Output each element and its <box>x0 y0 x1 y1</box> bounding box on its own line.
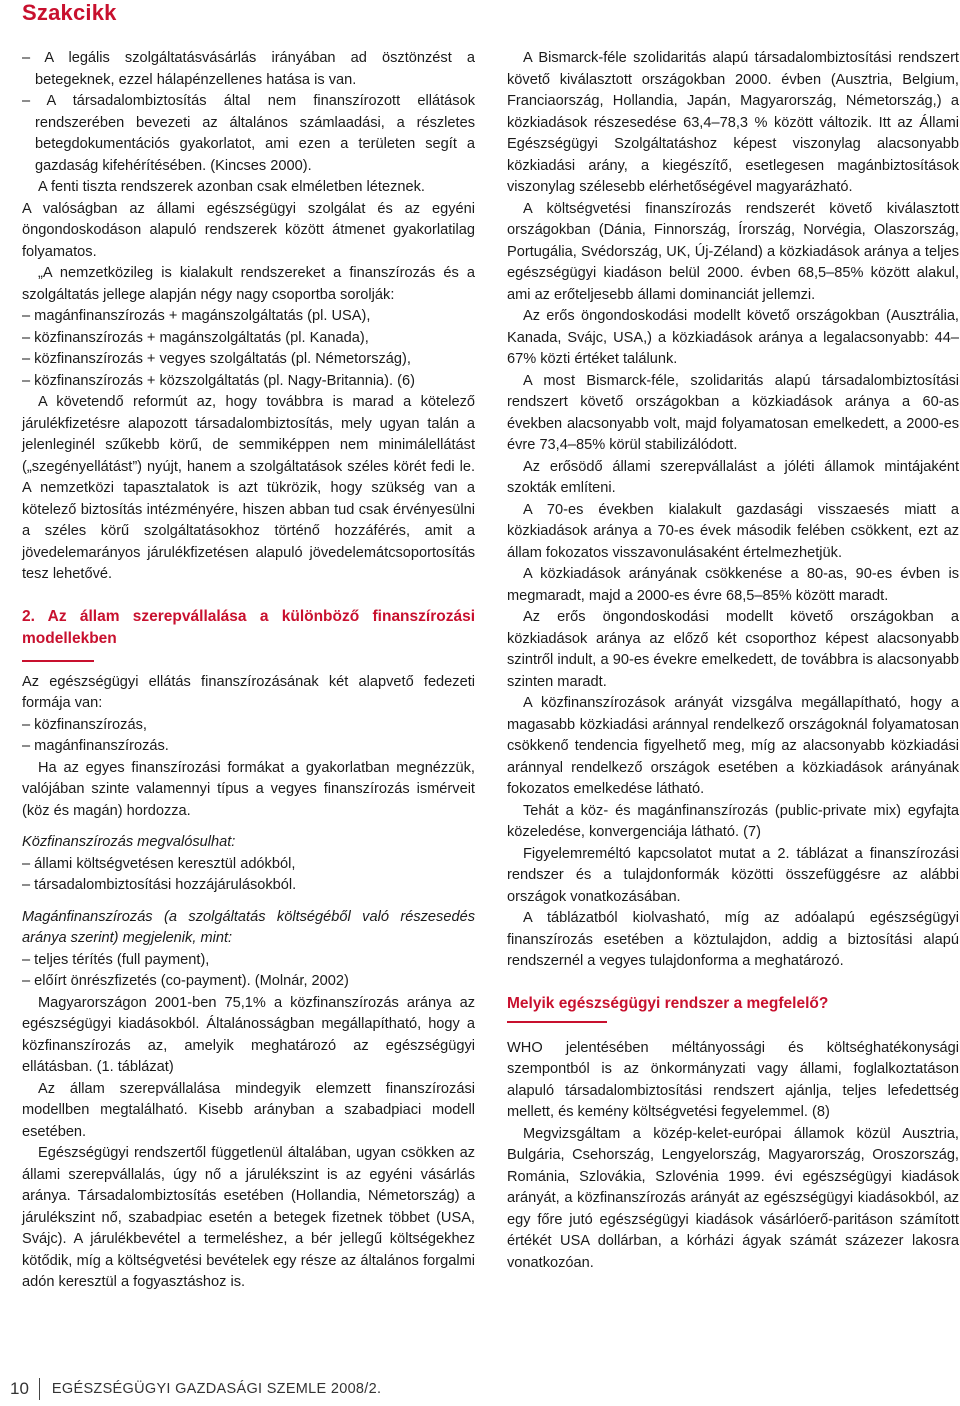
subheading: Közfinanszírozás megvalósulhat: <box>22 834 236 850</box>
paragraph: Az erősödő állami szerepvállalást a jóléti államok mintájaként szokták említeni. <box>507 458 959 496</box>
magazine-title: EGÉSZSÉGÜGYI GAZDASÁGI SZEMLE 2008/2. <box>51 1381 382 1397</box>
paragraph: A valóságban az állami egészségügyi szolgálat és az egyéni öngondoskodáson alapuló rendszerek között átmenet gyakorlatilag folyamatos. <box>22 200 475 260</box>
section-heading: Melyik egészségügyi rendszer a megfelelő? <box>507 994 829 1012</box>
paragraph: Az állam szerepvállalása mindegyik elemzett finanszírozási modellben megtalálható. Kisebb arányban a szabadpiaci modell esetében. <box>22 1080 475 1140</box>
paragraph: Az erős öngondoskodási modellt követő országokban (Ausztrália, Kanada, Svájc, USA,) a közkiadások aránya a legalacsonyabb: 44–67% közti értéket találunk. <box>507 308 959 367</box>
form-item: – magánfinanszírozás. <box>22 738 169 754</box>
paragraph: Egészségügyi rendszertől függetlenül általában, ugyan csökken az állami szerepvállalás, úgy nő a járulékszint is az egyéni vásárlás aránya. Társadalombiztosítás esetében (Hollandia, Németország) a járulékszint nő, szabadpiac esetén a betegek fizetnek többet (USA, Svájc). A járulékbevétel a termeléshez, a bér jellegű költségekhez kötődik, míg a költségvetési bevételek egy része az általános forgalmi adón keresztül a fogyasztáshoz is. <box>22 1145 475 1290</box>
paragraph: Ha az egyes finanszírozási formákat a gyakorlatban megnézzük, valójában szinte valamennyi típus a vegyes finanszírozás ismérveit (köz és magán) hordozza. <box>22 759 475 819</box>
intro-item: – A társadalombiztosítás által nem finanszírozott ellátások rendszerében bevezeti az általános számlaadási, a részletes betegdokumentációs gyakorlatot, ami ezen a területen segít a gazdaság kifehérítésében. (Kincses 2000). <box>22 93 475 174</box>
paragraph: Figyelemreméltó kapcsolatot mutat a 2. táblázat a finanszírozási rendszer és a tulajdonformák közötti összefüggésre az alábbi országok vonatkozásában. <box>507 845 959 905</box>
footer-divider <box>39 1378 40 1400</box>
maganfin-item: – előírt önrészfizetés (co-payment). (Molnár, 2002) <box>22 973 349 989</box>
paragraph: A követendő reformút az, hogy továbbra is marad a kötelező járulékfizetésre alapozott társadalombiztosítás, mely ugyan talán a jelenleginél szűkebb körű, de semmiképpen nem minimálellátást („szegényellátást”) nyújt, hanem a szolgáltatások széles körét fedi le. A nemzetközi tapasztalatok is azt tükrözik, hogy szükség van a kötelező biztosítás intézményére, hiszen abban tud csak érvényesülni a széles körű szolgáltatásokhoz történő hozzáférés, amit a jövedelemarányos járulékfizetésen alapuló jövedelemátcsoportosítás tesz lehetővé. <box>22 394 475 582</box>
group-item: – közfinanszírozás + közszolgáltatás (pl. Nagy-Britannia). (6) <box>22 372 415 389</box>
paragraph: A közkiadások arányának csökkenése a 80-as, 90-es évben is megmaradt, majd a 2000-es évre 68,5–85% között maradt. <box>507 566 959 604</box>
left-column <box>22 48 475 1294</box>
paragraph: Az erős öngondoskodási modellt követő országokban a közkiadások aránya az előző két csoporthoz képest alacsonyabb szintről indult, a 90-es évekre emelkedett, de továbbra is alacsonyabb szinten maradt. <box>507 609 959 690</box>
kozfin-item: – állami költségvetésen keresztül adókból, <box>22 855 296 872</box>
paragraph: A fenti tiszta rendszerek azonban csak elméletben léteznek. <box>38 179 425 195</box>
paragraph: A táblázatból kiolvasható, míg az adóalapú egészségügyi finanszírozás esetében a köztulajdon, addig a biztosítási alapú rendszernél a vegyes tulajdonforma a meghatározó. <box>507 910 959 969</box>
paragraph: Tehát a köz- és magánfinanszírozás (public-private mix) egyfajta közeledése, konvergenciája látható. (7) <box>507 802 959 840</box>
paragraph: A költségvetési finanszírozás rendszerét követő kiválasztott országokban (Dánia, Finnország, Írország, Norvégia, Olaszország, Portugália, Svédország, UK, Új-Zéland) a közkiadások aránya a teljes egészségügyi kiadáson belül 2000. évben 68,5–85% között alakul, ami az erőteljesebb állami dominanciát jellemzi. <box>507 200 959 303</box>
group-item: – magánfinanszírozás + magánszolgáltatás (pl. USA), <box>22 308 371 324</box>
group-item: – közfinanszírozás + magánszolgáltatás (pl. Kanada), <box>22 329 369 346</box>
form-item: – közfinanszírozás, <box>22 716 147 733</box>
subheading: Magánfinanszírozás (a szolgáltatás költségéből való részesedés aránya szerint) megjelenik, mint: <box>22 908 475 946</box>
paragraph: A Bismarck-féle szolidaritás alapú társadalombiztosítási rendszert követő kiválasztott országokban 2000. évben (Ausztria, Belgium, Franciaország, Hollandia, Japán, Magyarország, Németország,) a közkiadások részesedése 63,4–78,3 % között változik. Itt az Állami Egészségügyi Szolgáltatáshoz képest viszonylag alacsonyabb közkiadási arány, a kiegészítő, esetlegesen magánbiztosítások viszonylag szélesebb elérhetőségével magyarázható. <box>507 50 959 195</box>
paragraph: „A nemzetközileg is kialakult rendszereket a finanszírozás és a szolgáltatás jellege alapján négy nagy csoportba sorolják: <box>22 265 475 303</box>
section-label: Szakcikk <box>22 0 117 25</box>
paragraph: Megvizsgáltam a közép-kelet-európai államok közül Ausztria, Bulgária, Csehország, Lengyelország, Magyarország, Oroszország, Románia, Szlovákia, Szlovénia 1999. évi egészségügyi kiadások arányát, a közfinanszírozás arányát az egészségügyi kiadásokból, az egy főre jutó egészségügyi kiadások vásárlóerő-paritáson számított értékét USA dollárban, a kórházi ágyak számát százezer lakosra vonatkozóan. <box>507 1125 959 1271</box>
paragraph: A 70-es években kialakult gazdasági visszaesés miatt a közkiadások aránya a 70-es évek második felében csökkent, ezt az állam fokozatos visszavonulásaként értelmezhetjük. <box>507 501 959 561</box>
paragraph: WHO jelentésében méltányossági és költséghatékonysági szempontból is az önkormányzati vagy állami, foglalkoztatáson alapuló társadalombiztosítási rendszert ajánlja, teljes lefedettség mellett, és kemény költségvetési fegyelemmel. (8) <box>507 1039 959 1120</box>
group-item: – közfinanszírozás + vegyes szolgáltatás (pl. Németország), <box>22 351 411 367</box>
paragraph: Az egészségügyi ellátás finanszírozásának két alapvető fedezeti formája van: <box>22 673 475 711</box>
intro-item: – A legális szolgáltatásvásárlás irányában ad ösztönzést a betegeknek, ezzel hálapénzellenes hatása is van. <box>22 50 475 88</box>
paragraph: A közfinanszírozások arányát vizsgálva megállapítható, hogy a magasabb közkiadási aránnyal rendelkező országoknál folyamatosan csökkenő tendencia figyelhető meg, míg az alacsonyabb közkiadási aránnyal rendelkező országok esetében a közkiadások arányának fokozatos emelkedése látható. <box>507 695 959 797</box>
maganfin-item: – teljes térítés (full payment), <box>22 951 210 968</box>
page-footer <box>10 1377 381 1401</box>
paragraph: Magyarországon 2001-ben 75,1% a közfinanszírozás aránya az egészségügyi kiadásokból. Általánosságban megállapítható, hogy a közfinanszírozás az, amelyik meghatározó az egészségügyi ellátásban. (1. táblázat) <box>22 994 475 1075</box>
section-heading: 2. Az állam szerepvállalása a különböző finanszírozási modellekben <box>22 607 475 647</box>
right-column <box>507 48 959 1274</box>
page-number: 10 <box>10 1379 29 1398</box>
paragraph: A most Bismarck-féle, szolidaritás alapú társadalombiztosítási rendszert követő országokban a közkiadások aránya a 60-as években alacsonyabb volt, majd folyamatosan emelkedett, a 2000-es évre 73,4–85% körül stabilizálódott. <box>507 372 959 453</box>
kozfin-item: – társadalombiztosítási hozzájárulásokból. <box>22 877 297 893</box>
